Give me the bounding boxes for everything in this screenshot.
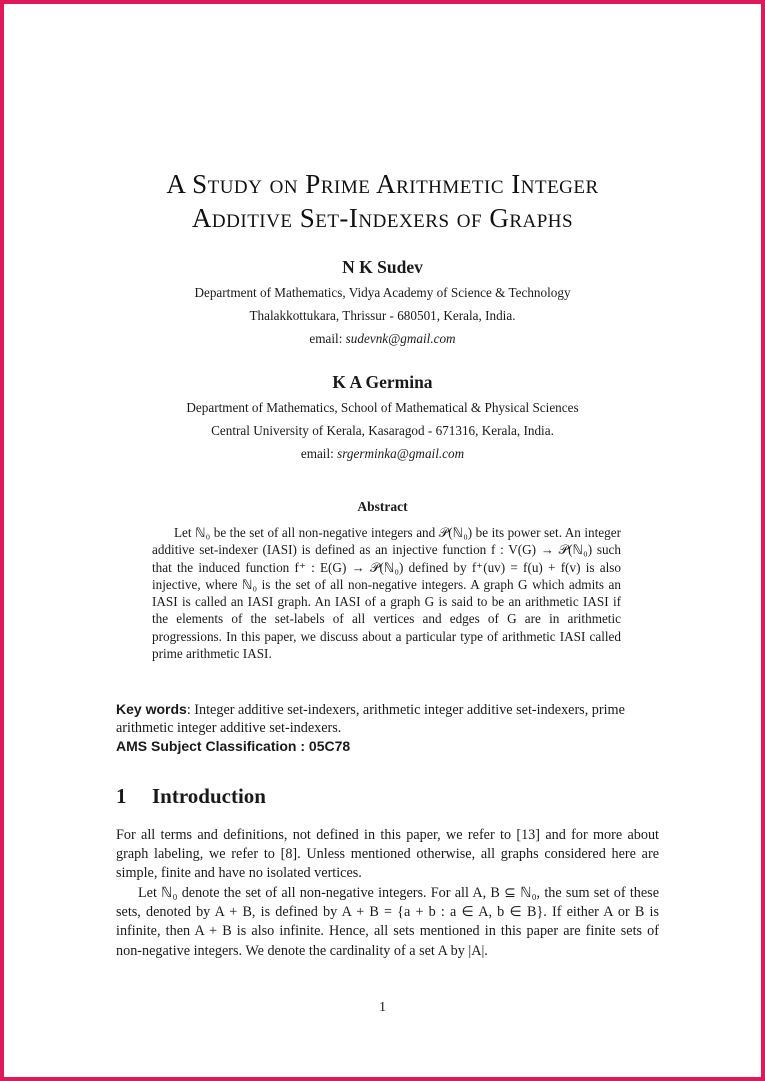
author-email <box>4 327 761 350</box>
section-number: 1 <box>116 784 127 808</box>
section-heading <box>116 784 266 809</box>
email-address: sudevnk@gmail.com <box>345 331 456 346</box>
keywords-label: Key words <box>116 701 187 717</box>
keywords-block <box>116 700 659 755</box>
abstract-text: Let ℕ₀ be the set of all non-negative integers and 𝒫(ℕ₀) be its power set. An integer additive set-indexer (IASI) is defined as an injective function f : V(G) → 𝒫(ℕ₀) such that the induced function f⁺ : E(G) → 𝒫(ℕ₀) defined by f⁺(uv) = f(u) + f(v) is also injective, where ℕ₀ is the set of all non-negative integers. A graph G which admits an IASI is called an IASI graph. An IASI of a graph G is said to be an arithmetic IASI if the elements of the set-labels of all vertices and edges of G are in arithmetic progressions. In this paper, we discuss about a particular type of arithmetic IASI called prime arithmetic IASI. <box>152 525 621 662</box>
keywords-text: : Integer additive set-indexers, arithmetic integer additive set-indexers, prime arithmetic integer additive set-indexers. <box>116 702 625 736</box>
page-number: 1 <box>379 1000 386 1015</box>
author-email <box>4 442 761 465</box>
paper-title <box>4 167 761 235</box>
abstract-heading: Abstract <box>357 499 408 514</box>
keywords-line <box>116 700 659 737</box>
body-paragraph: Let ℕ₀ denote the set of all non-negative integers. For all A, B ⊆ ℕ₀, the sum set of these sets, denoted by A + B, is defined by A + B = {a + b : a ∈ A, b ∈ B}. If either A or B is infinite, then A + B is also infinite. Hence, all sets mentioned in this paper are finite sets of non-negative integers. We denote the cardinality of a set A by |A|. <box>116 885 659 959</box>
email-label: email: <box>309 331 343 346</box>
author-affiliation <box>4 281 761 350</box>
affiliation-line: Department of Mathematics, Vidya Academy of Science & Technology <box>194 285 571 300</box>
author-name: N K Sudev <box>342 257 423 277</box>
affiliation-line: Thalakkottukara, Thrissur - 680501, Kerala, India. <box>249 308 516 323</box>
ams-classification: AMS Subject Classification : 05C78 <box>116 738 351 754</box>
affiliation-line: Department of Mathematics, School of Mathematical & Physical Sciences <box>186 400 579 415</box>
author-affiliation <box>4 396 761 465</box>
email-address: srgerminka@gmail.com <box>337 446 465 461</box>
title-line-1: A Study on Prime Arithmetic Integer <box>166 169 599 199</box>
body-paragraph: For all terms and definitions, not defined in this paper, we refer to [13] and for more about graph labeling, we refer to [8]. Unless mentioned otherwise, all graphs considered here are simple, finite and have no isolated vertices. <box>116 827 659 882</box>
email-label: email: <box>300 446 334 461</box>
author-name: K A Germina <box>332 372 433 392</box>
section-title: Introduction <box>152 784 266 808</box>
affiliation-line: Central University of Kerala, Kasaragod - 671316, Kerala, India. <box>211 423 554 438</box>
title-line-2: Additive Set-Indexers of Graphs <box>191 203 574 233</box>
